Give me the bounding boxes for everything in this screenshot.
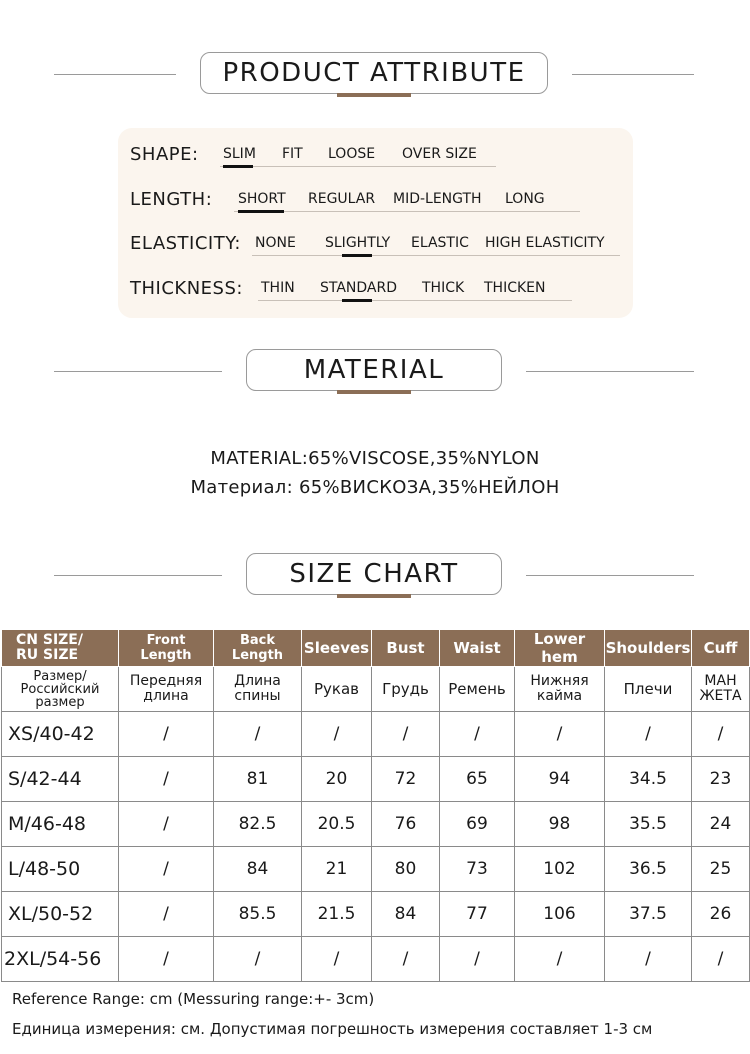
- value-cell: /: [214, 937, 302, 982]
- value-cell: /: [440, 937, 515, 982]
- header-cell: Плечи: [605, 667, 692, 712]
- value-cell: 106: [515, 892, 605, 937]
- value-cell: /: [119, 847, 214, 892]
- header-cell: Передняя длина: [119, 667, 214, 712]
- header-cell: Длина спины: [214, 667, 302, 712]
- value-cell: 21: [302, 847, 372, 892]
- header-cell: Lower hem: [515, 630, 605, 667]
- attribute-option: LOOSE: [328, 146, 376, 162]
- value-cell: /: [119, 712, 214, 757]
- value-cell: 34.5: [605, 757, 692, 802]
- value-cell: 20.5: [302, 802, 372, 847]
- section-header-size-chart: [0, 553, 750, 599]
- attribute-label: SHAPE:: [130, 144, 199, 165]
- section-title: SIZE CHART: [289, 559, 459, 589]
- selected-marker: [342, 254, 372, 257]
- attribute-option: LONG: [505, 191, 545, 207]
- header-cell: Cuff: [692, 630, 750, 667]
- size-cell: M/46-48: [2, 802, 119, 847]
- table-row: [2, 937, 750, 982]
- value-cell: /: [605, 937, 692, 982]
- value-cell: /: [515, 712, 605, 757]
- attribute-option: THIN: [261, 280, 295, 296]
- value-cell: /: [119, 892, 214, 937]
- value-cell: 80: [372, 847, 440, 892]
- header-cell: Front Length: [119, 630, 214, 667]
- value-cell: 37.5: [605, 892, 692, 937]
- value-cell: 72: [372, 757, 440, 802]
- attribute-option: SLIGHTLY: [325, 235, 391, 251]
- table-row: [2, 892, 750, 937]
- section-header-material: [0, 349, 750, 395]
- size-chart-table: [1, 629, 750, 982]
- header-cell: Ремень: [440, 667, 515, 712]
- header-cell: Waist: [440, 630, 515, 667]
- attribute-baseline: [234, 211, 580, 212]
- attribute-option: ELASTIC: [411, 235, 469, 251]
- value-cell: 23: [692, 757, 750, 802]
- header-cell: Нижняя кайма: [515, 667, 605, 712]
- value-cell: 81: [214, 757, 302, 802]
- value-cell: 21.5: [302, 892, 372, 937]
- value-cell: /: [119, 802, 214, 847]
- value-cell: /: [372, 712, 440, 757]
- value-cell: /: [515, 937, 605, 982]
- section-title-box: [246, 349, 502, 391]
- attribute-option: REGULAR: [308, 191, 376, 207]
- value-cell: 76: [372, 802, 440, 847]
- table-row: [2, 847, 750, 892]
- attribute-option: THICK: [422, 280, 465, 296]
- section-header-product-attribute: [0, 52, 750, 98]
- header-cell: МАН ЖЕТА: [692, 667, 750, 712]
- value-cell: 98: [515, 802, 605, 847]
- attribute-option: STANDARD: [320, 280, 398, 296]
- size-cell: 2XL/54-56: [2, 937, 119, 982]
- table-row: [2, 712, 750, 757]
- value-cell: /: [119, 937, 214, 982]
- table-header-en: [2, 630, 750, 667]
- divider-left: [54, 371, 222, 372]
- header-cell: Bust: [372, 630, 440, 667]
- divider-left: [54, 74, 176, 75]
- value-cell: 84: [214, 847, 302, 892]
- value-cell: 24: [692, 802, 750, 847]
- divider-right: [526, 371, 694, 372]
- attribute-baseline: [258, 300, 572, 301]
- attribute-label: LENGTH:: [130, 189, 213, 210]
- value-cell: 77: [440, 892, 515, 937]
- value-cell: 26: [692, 892, 750, 937]
- table-header-ru: [2, 667, 750, 712]
- material-en: MATERIAL:65%VISCOSE,35%NYLON: [210, 448, 540, 469]
- value-cell: /: [214, 712, 302, 757]
- header-cell: Размер/ Российский размер: [2, 667, 119, 712]
- value-cell: 35.5: [605, 802, 692, 847]
- attribute-option: THICKEN: [484, 280, 546, 296]
- size-cell: S/42-44: [2, 757, 119, 802]
- value-cell: 25: [692, 847, 750, 892]
- selected-marker: [342, 299, 372, 302]
- value-cell: /: [302, 712, 372, 757]
- value-cell: /: [372, 937, 440, 982]
- value-cell: 36.5: [605, 847, 692, 892]
- section-title: PRODUCT ATTRIBUTE: [222, 58, 526, 88]
- header-cell: CN SIZE/ RU SIZE: [2, 630, 119, 667]
- size-cell: L/48-50: [2, 847, 119, 892]
- value-cell: /: [119, 757, 214, 802]
- value-cell: /: [692, 712, 750, 757]
- attribute-option: SHORT: [238, 191, 286, 207]
- section-title: MATERIAL: [303, 355, 445, 385]
- section-title-box: [246, 553, 502, 595]
- divider-left: [54, 575, 222, 576]
- header-cell: Back Length: [214, 630, 302, 667]
- selected-marker: [238, 210, 284, 213]
- divider-right: [526, 575, 694, 576]
- header-cell: Рукав: [302, 667, 372, 712]
- value-cell: 94: [515, 757, 605, 802]
- attribute-baseline: [220, 166, 496, 167]
- reference-note-ru: Единица измерения: см. Допустимая погрешность измерения составляет 1-3 см: [12, 1020, 653, 1038]
- value-cell: 20: [302, 757, 372, 802]
- title-underline: [337, 594, 411, 598]
- value-cell: 102: [515, 847, 605, 892]
- value-cell: 69: [440, 802, 515, 847]
- attribute-option: MID-LENGTH: [393, 191, 482, 207]
- value-cell: /: [302, 937, 372, 982]
- size-cell: XS/40-42: [2, 712, 119, 757]
- value-cell: 85.5: [214, 892, 302, 937]
- attribute-option: HIGH ELASTICITY: [485, 235, 605, 251]
- selected-marker: [223, 165, 253, 168]
- section-title-box: [200, 52, 548, 94]
- value-cell: 84: [372, 892, 440, 937]
- value-cell: 73: [440, 847, 515, 892]
- attribute-option: NONE: [255, 235, 296, 251]
- value-cell: /: [440, 712, 515, 757]
- table-row: [2, 757, 750, 802]
- size-cell: XL/50-52: [2, 892, 119, 937]
- value-cell: /: [605, 712, 692, 757]
- attribute-label: THICKNESS:: [130, 278, 243, 299]
- header-cell: Грудь: [372, 667, 440, 712]
- header-cell: Shoulders: [605, 630, 692, 667]
- attribute-option: SLIM: [223, 146, 256, 162]
- attribute-baseline: [252, 255, 620, 256]
- table-row: [2, 802, 750, 847]
- header-cell: Sleeves: [302, 630, 372, 667]
- attribute-label: ELASTICITY:: [130, 233, 241, 254]
- value-cell: 65: [440, 757, 515, 802]
- divider-right: [572, 74, 694, 75]
- value-cell: /: [692, 937, 750, 982]
- value-cell: 82.5: [214, 802, 302, 847]
- attribute-option: OVER SIZE: [402, 146, 477, 162]
- attribute-panel: [118, 128, 633, 318]
- material-ru: Материал: 65%ВИСКОЗА,35%НЕЙЛОН: [190, 477, 560, 498]
- reference-note-en: Reference Range: cm (Messuring range:+- 3cm): [12, 990, 375, 1008]
- attribute-option: FIT: [282, 146, 303, 162]
- title-underline: [337, 93, 411, 97]
- title-underline: [337, 390, 411, 394]
